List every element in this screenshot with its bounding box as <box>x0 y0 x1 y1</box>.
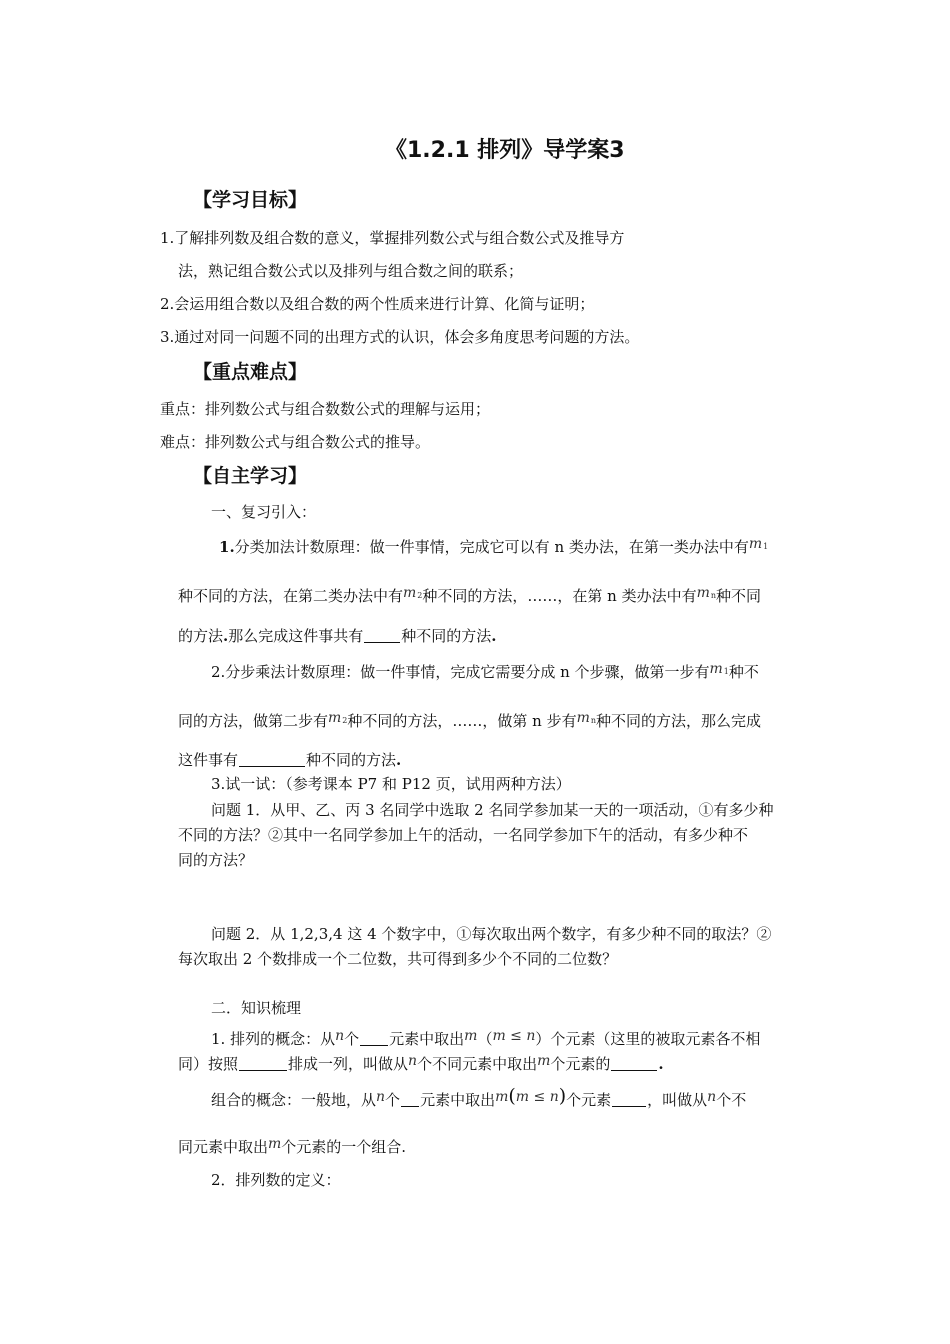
math-m-le-n: m ≤ n <box>515 1089 559 1105</box>
math-m1: $m_1$ <box>709 661 729 677</box>
text: 1. 排列的概念：从 <box>211 1030 336 1048</box>
text: 这件事有 <box>178 751 239 769</box>
text: 种不同的方法 <box>401 627 492 645</box>
period: . <box>491 627 497 645</box>
text: 种不同的方法，那么完成 <box>596 712 762 730</box>
item-dot: . <box>229 538 235 556</box>
fill-blank[interactable] <box>401 1092 419 1107</box>
text: 个 <box>385 1091 401 1109</box>
math-mn: $m_n$ <box>696 585 717 601</box>
text: 种不同的方法 <box>306 751 397 769</box>
section-heading-key-points: 【重点难点】 <box>193 361 308 383</box>
math-m: m <box>268 1136 282 1152</box>
question-1-line-1: 问题 1．从甲、乙、丙 3 名同学中选取 2 名同学参加某一天的一项活动，①有多少种 <box>211 801 774 819</box>
page-title: 《1.2.1 排列》导学案3 <box>385 138 625 163</box>
text: 个不 <box>716 1091 747 1109</box>
fill-blank[interactable] <box>364 628 400 643</box>
fill-blank[interactable] <box>239 752 305 767</box>
goal-line-2: 2.会运用组合数以及组合数的两个性质来进行计算、化简与证明； <box>160 295 595 313</box>
section-heading-goals: 【学习目标】 <box>193 189 308 211</box>
text: 的方法 <box>178 627 224 645</box>
math-mn: $m_n$ <box>576 710 597 726</box>
question-2-line-2: 每次取出 2 个数排成一个二位数，共可得到多少个不同的二位数？ <box>178 950 618 968</box>
fill-blank[interactable] <box>239 1056 287 1071</box>
math-m: m <box>464 1028 478 1044</box>
difficulty-text: 难点：排列数公式与组合数公式的推导。 <box>160 433 431 451</box>
review-para-2-line-1 <box>211 659 759 682</box>
math-n: n <box>408 1053 418 1069</box>
text: 个元素的一个组合. <box>281 1138 407 1156</box>
math-m-le-n: m ≤ n <box>492 1028 536 1044</box>
math-m: m <box>537 1053 551 1069</box>
math-n: n <box>376 1089 386 1105</box>
math-n: n <box>707 1089 717 1105</box>
text: 元素中取出 <box>389 1030 465 1048</box>
text: ，叫做从 <box>647 1091 708 1109</box>
period: . <box>396 751 402 769</box>
review-para-3: 3.试一试：（参考课本 P7 和 P12 页，试用两种方法） <box>211 775 571 793</box>
math-m2: $m_2$ <box>403 585 423 601</box>
period: . <box>223 627 229 645</box>
text: 元素中取出 <box>420 1091 496 1109</box>
goal-line-3: 3.通过对同一问题不同的出理方式的认识，体会多角度思考问题的方法。 <box>160 328 640 346</box>
text: 个元素的 <box>550 1055 611 1073</box>
combination-concept-line-2 <box>178 1134 406 1157</box>
text: 种不 <box>728 663 759 681</box>
math-m: m <box>495 1089 509 1105</box>
permutation-concept-line-1 <box>211 1026 760 1049</box>
text: 个 <box>344 1030 360 1048</box>
fill-blank[interactable] <box>611 1056 657 1071</box>
text: 个元素 <box>566 1091 612 1109</box>
text: 那么完成这件事共有 <box>228 627 364 645</box>
fill-blank[interactable] <box>612 1092 646 1107</box>
review-heading: 一、复习引入： <box>211 503 317 521</box>
text: 种不同 <box>716 587 762 605</box>
review-para-1-line-2 <box>178 583 761 606</box>
question-1-line-2: 不同的方法？②其中一名同学参加上午的活动，一名同学参加下午的活动，有多少种不 <box>178 826 749 844</box>
text: 种不同的方法，……，在第 n 类办法中有 <box>422 587 697 605</box>
review-para-2-line-3 <box>178 750 401 770</box>
knowledge-heading: 二．知识梳理 <box>211 999 302 1017</box>
key-point-text: 重点：排列数公式与组合数数公式的理解与运用； <box>160 400 491 418</box>
text: 个不同元素中取出 <box>417 1055 538 1073</box>
text: ）个元素（这里的被取元素各不相 <box>535 1030 761 1048</box>
goal-line-1-cont: 法，熟记组合数公式以及排列与组合数之间的联系； <box>178 262 524 280</box>
text: 种不同的方法，在第二类办法中有 <box>178 587 404 605</box>
combination-concept-line-1 <box>211 1086 746 1110</box>
text: 组合的概念：一般地，从 <box>211 1091 377 1109</box>
text: 同）按照 <box>178 1055 239 1073</box>
period: . <box>658 1055 664 1073</box>
text: 排成一列，叫做从 <box>288 1055 409 1073</box>
review-para-1-line-3 <box>178 626 497 646</box>
math-m2: $m_2$ <box>328 710 348 726</box>
text: 分类加法计数原理：做一件事情，完成它可以有 n 类办法，在第一类办法中有 <box>234 538 749 556</box>
section-heading-self-study: 【自主学习】 <box>193 465 308 487</box>
permutation-concept-line-2 <box>178 1051 664 1074</box>
permutation-number-definition: 2．排列数的定义： <box>211 1171 341 1189</box>
question-1-line-3: 同的方法？ <box>178 851 254 869</box>
question-2-line-1: 问题 2．从 1,2,3,4 这 4 个数字中，①每次取出两个数字，有多少种不同的取法？② <box>211 925 772 943</box>
goal-line-1: 1.了解排列数及组合数的意义，掌握排列数公式与组合数公式及推导方 <box>160 229 625 247</box>
item-number: 1 <box>219 538 230 556</box>
math-paren-left: ( <box>508 1085 516 1107</box>
math-n: n <box>335 1028 345 1044</box>
text: 种不同的方法，……，做第 n 步有 <box>347 712 577 730</box>
review-para-2-line-2 <box>178 708 761 731</box>
text: 同的方法，做第二步有 <box>178 712 329 730</box>
text: 2.分步乘法计数原理：做一件事情，完成它需要分成 n 个步骤，做第一步有 <box>211 663 710 681</box>
fill-blank[interactable] <box>360 1031 388 1046</box>
review-para-1-line-1 <box>219 534 768 557</box>
math-paren-right: ) <box>558 1085 567 1107</box>
text: 同元素中取出 <box>178 1138 269 1156</box>
text: （ <box>477 1030 493 1048</box>
math-m1: $m_1$ <box>748 536 769 552</box>
